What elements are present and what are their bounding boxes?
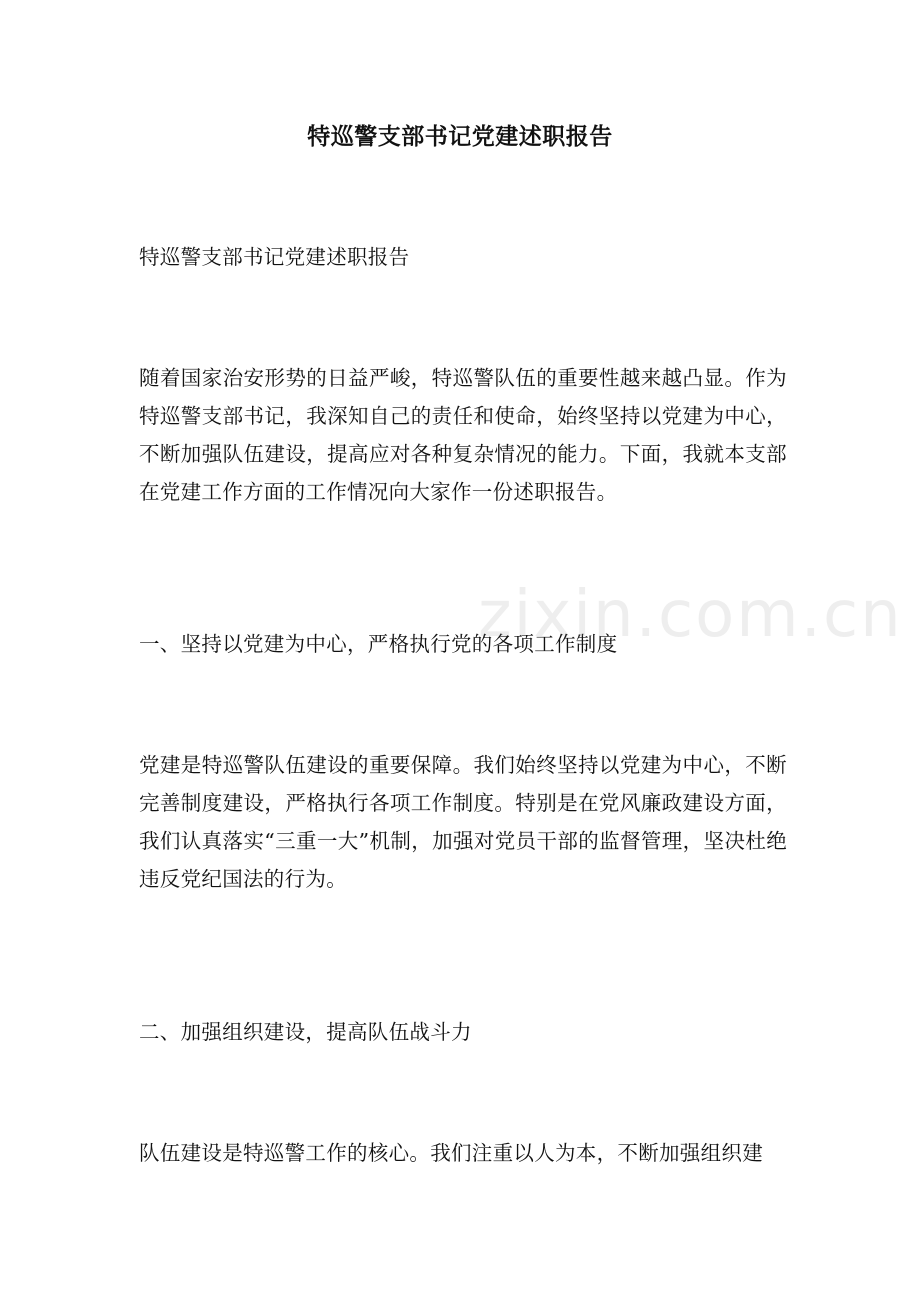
section-2-paragraph: 队伍建设是特巡警工作的核心。我们注重以人为本，不断加强组织建 (139, 1141, 763, 1165)
document-subtitle: 特巡警支部书记党建述职报告 (139, 245, 410, 269)
section-1-heading: 一、坚持以党建为中心，严格执行党的各项工作制度 (139, 632, 618, 656)
section-1-paragraph: 党建是特巡警队伍建设的重要保障。我们始终坚持以党建为中心，不断完善制度建设，严格执行各项工作制度。特别是在党风廉政建设方面，我们认真落实“三重一大”机制，加强对党员干部的监督管理，坚决杜绝违反党纪国法的行为。 (139, 753, 787, 891)
watermark: zixin.com.cn (478, 578, 903, 652)
section-2-heading: 二、加强组织建设，提高队伍战斗力 (139, 1020, 472, 1044)
intro-paragraph: 随着国家治安形势的日益严峻，特巡警队伍的重要性越来越凸显。作为特巡警支部书记，我深知自己的责任和使命，始终坚持以党建为中心，不断加强队伍建设，提高应对各种复杂情况的能力。下面，我就本支部在党建工作方面的工作情况向大家作一份述职报告。 (139, 366, 787, 504)
document-title: 特巡警支部书记党建述职报告 (307, 123, 613, 150)
